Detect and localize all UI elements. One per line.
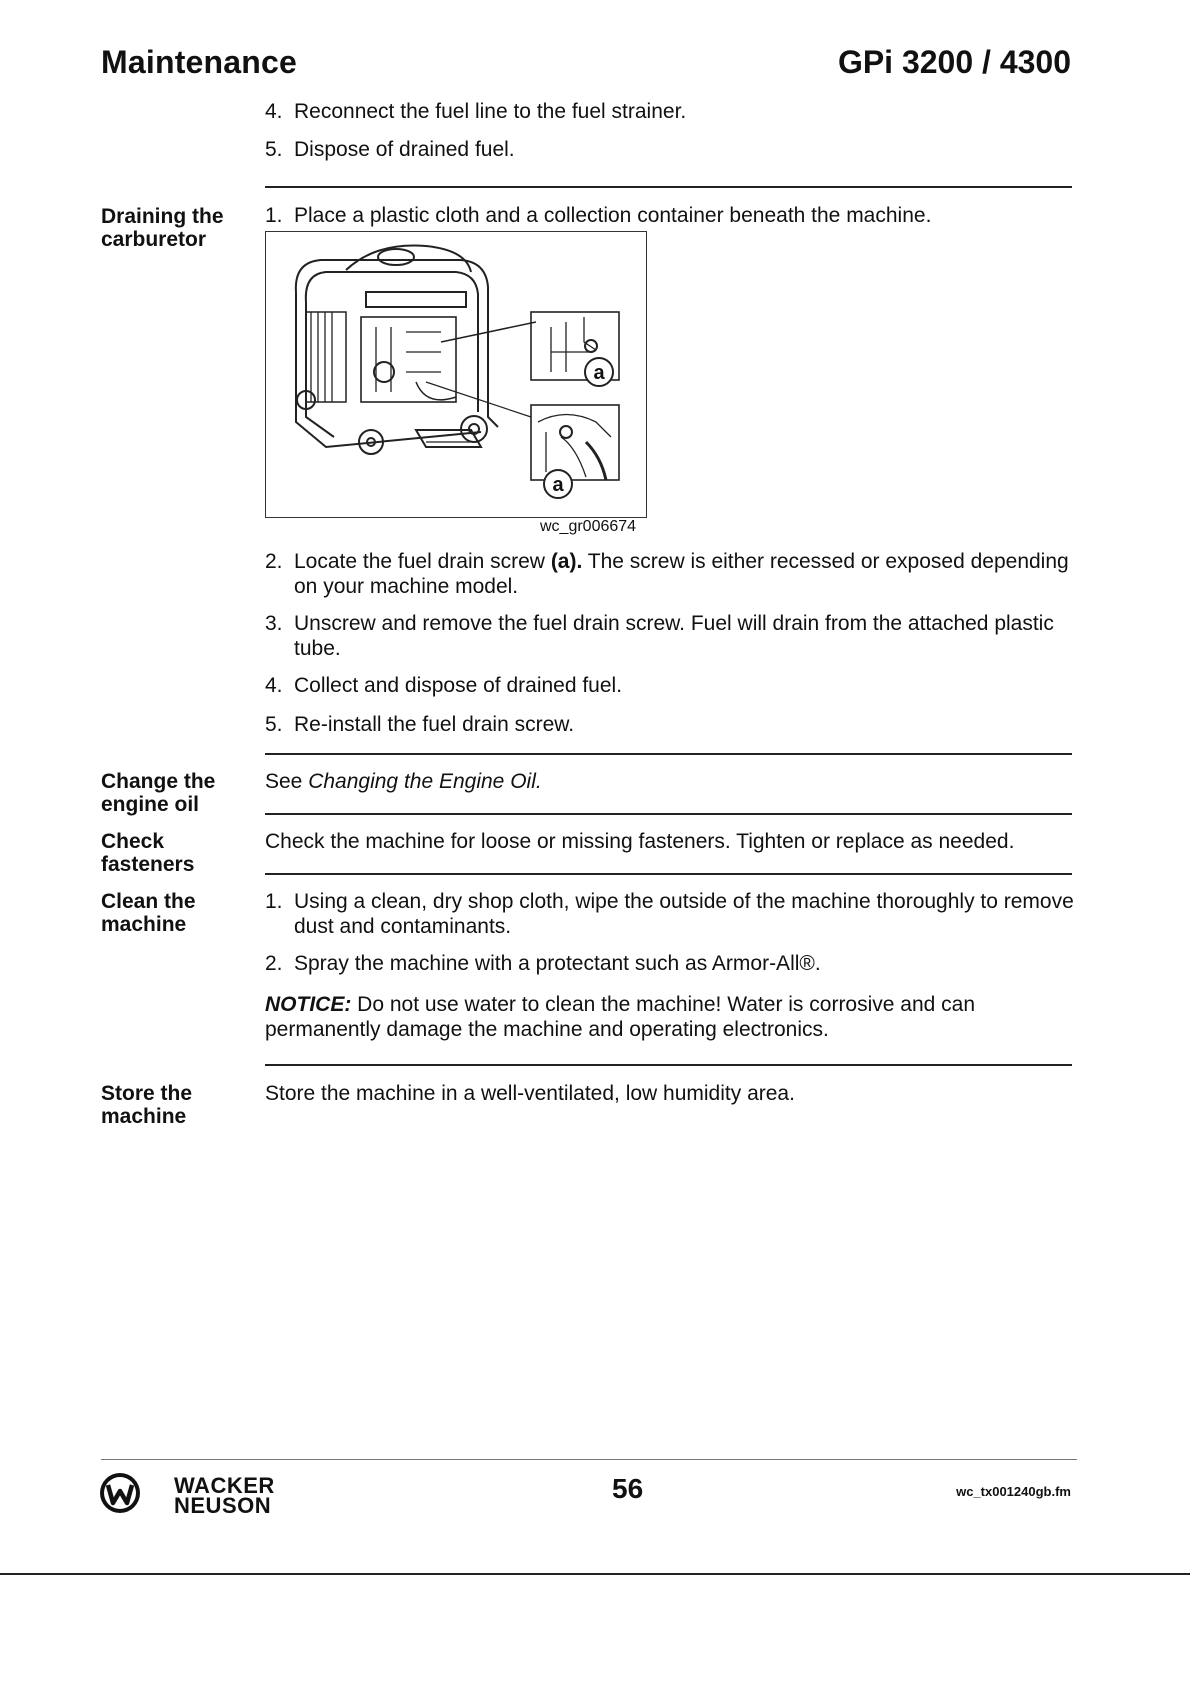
list-item xyxy=(265,951,1075,976)
step-number: 1. xyxy=(265,890,283,913)
list-item xyxy=(265,673,1075,698)
step-number: 2. xyxy=(265,550,283,573)
document-id: wc_tx001240gb.fm xyxy=(956,1484,1071,1499)
step-number: 5. xyxy=(265,138,283,161)
step-number: 2. xyxy=(265,952,283,975)
clean-heading: Clean the machine xyxy=(101,890,196,936)
page-edge-divider xyxy=(0,1573,1190,1575)
divider xyxy=(265,873,1072,875)
generator-illustration xyxy=(266,232,646,517)
notice xyxy=(265,992,1075,1042)
divider xyxy=(265,813,1072,815)
list-item xyxy=(265,99,1075,124)
step-number: 4. xyxy=(265,100,283,123)
notice-label: NOTICE: xyxy=(265,993,352,1016)
screw-reference: (a). xyxy=(550,550,583,573)
step-text: Reconnect the fuel line to the fuel strainer. xyxy=(294,100,687,123)
step-number: 4. xyxy=(265,674,283,697)
step-number: 3. xyxy=(265,612,283,635)
list-item xyxy=(265,712,1075,737)
step-text-part: The screw is either recessed or exposed depending on your machine model. xyxy=(294,550,1069,598)
list-item xyxy=(265,203,1075,228)
cross-reference-link[interactable]: Changing the Engine Oil. xyxy=(308,770,542,793)
step-text: Unscrew and remove the fuel drain screw. Fuel will drain from the attached plastic tube. xyxy=(294,612,1054,660)
list-item xyxy=(265,889,1075,939)
step-number: 1. xyxy=(265,204,283,227)
brand-line: WACKER xyxy=(174,1473,275,1498)
divider xyxy=(265,753,1072,755)
step-text-part: Locate the fuel drain screw xyxy=(294,550,551,573)
wacker-neuson-logo-icon xyxy=(99,1472,141,1519)
brand-line: NEUSON xyxy=(174,1493,272,1518)
list-item xyxy=(265,549,1075,599)
notice-text: Do not use water to clean the machine! Water is corrosive and can permanently damage the machine and operating electronics. xyxy=(265,993,976,1041)
list-item xyxy=(265,137,1075,162)
divider xyxy=(265,1064,1072,1066)
divider xyxy=(265,186,1072,188)
fasteners-heading: Check fasteners xyxy=(101,830,195,876)
text-part: See xyxy=(265,770,309,793)
list-item xyxy=(265,611,1075,661)
fasteners-text: Check the machine for loose or missing fasteners. Tighten or replace as needed. xyxy=(265,830,1015,853)
carburetor-heading: Draining the carburetor xyxy=(101,205,224,251)
store-text: Store the machine in a well-ventilated, low humidity area. xyxy=(265,1082,795,1105)
step-text: Collect and dispose of drained fuel. xyxy=(294,674,623,697)
step-text: Re-install the fuel drain screw. xyxy=(294,713,575,736)
figure-caption: wc_gr006674 xyxy=(540,518,637,535)
footer-divider xyxy=(101,1459,1077,1460)
figure-label-a: a xyxy=(552,474,564,496)
section-title: Maintenance xyxy=(101,44,298,80)
step-text: Place a plastic cloth and a collection container beneath the machine. xyxy=(294,204,932,227)
store-heading: Store the machine xyxy=(101,1082,193,1128)
step-number: 5. xyxy=(265,713,283,736)
page-number: 56 xyxy=(612,1473,644,1504)
step-text: Dispose of drained fuel. xyxy=(294,138,515,161)
engine-oil-text xyxy=(265,769,1075,794)
step-text xyxy=(294,549,1075,599)
figure-label-a: a xyxy=(593,362,605,384)
engine-oil-heading: Change the engine oil xyxy=(101,770,216,816)
generator-figure xyxy=(265,231,647,518)
step-text: Spray the machine with a protectant such as Armor-All®. xyxy=(294,952,821,975)
step-text: Using a clean, dry shop cloth, wipe the outside of the machine thoroughly to remove dust and contaminants. xyxy=(294,890,1074,938)
model-title: GPi 3200 / 4300 xyxy=(837,44,1071,80)
brand-logo xyxy=(174,1473,275,1518)
